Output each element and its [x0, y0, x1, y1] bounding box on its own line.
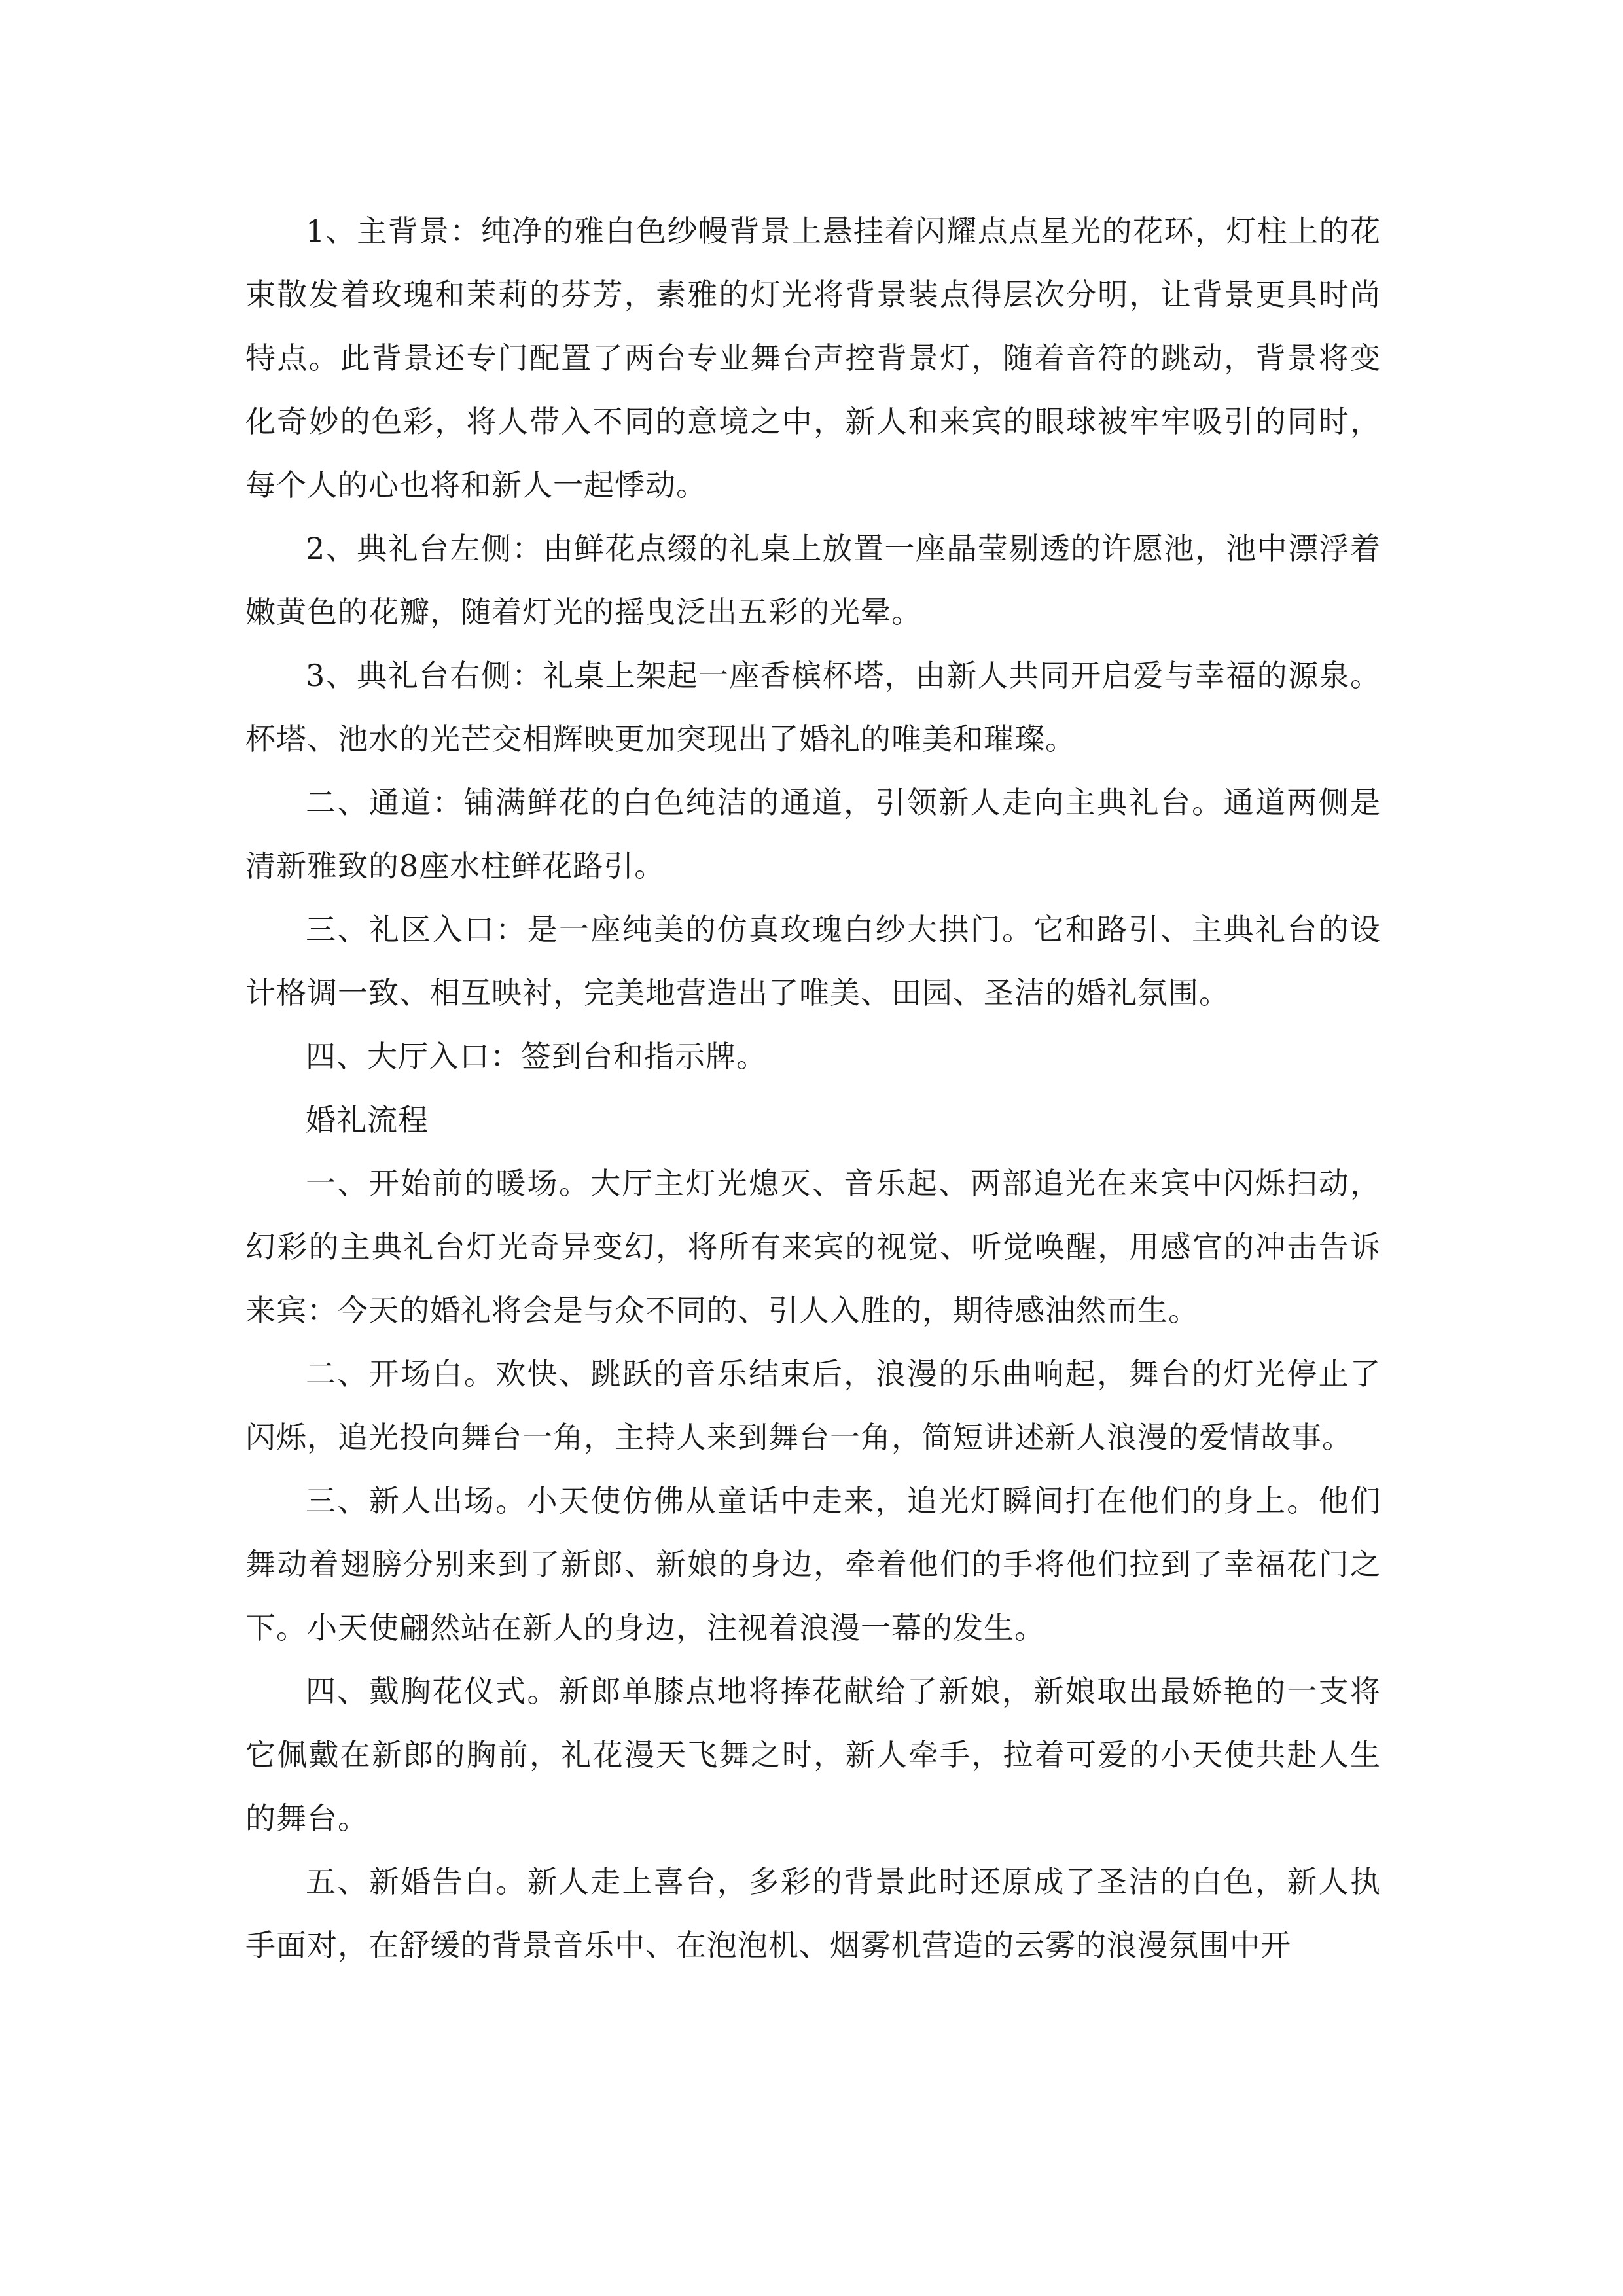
- paragraph-warm-up: 一、开始前的暖场。大厅主灯光熄灭、音乐起、两部追光在来宾中闪烁扫动，幻彩的主典礼台灯光奇异变幻，将所有来宾的视觉、听觉唤醒，用感官的冲击告诉来宾：今天的婚礼将会是与众不同的、引人入胜的，期待感油然而生。: [245, 1166, 1381, 1328]
- paragraph-corsage: 四、戴胸花仪式。新郎单膝点地将捧花献给了新娘，新娘取出最娇艳的一支将它佩戴在新郎的胸前，礼花漫天飞舞之时，新人牵手，拉着可爱的小天使共赴人生的舞台。: [245, 1674, 1381, 1836]
- paragraph-stage-left: 2、典礼台左侧：由鲜花点缀的礼桌上放置一座晶莹剔透的许愿池，池中漂浮着嫩黄色的花瓣，随着灯光的摇曳泛出五彩的光晕。: [245, 531, 1381, 630]
- paragraph-entrance: 三、新人出场。小天使仿佛从童话中走来，追光灯瞬间打在他们的身上。他们舞动着翅膀分别来到了新郎、新娘的身边，牵着他们的手将他们拉到了幸福花门之下。小天使翩然站在新人的身边，注视着浪漫一幕的发生。: [245, 1483, 1381, 1645]
- paragraph-stage-right: 3、典礼台右侧：礼桌上架起一座香槟杯塔，由新人共同开启爱与幸福的源泉。杯塔、池水的光芒交相辉映更加突现出了婚礼的唯美和璀璨。: [245, 658, 1381, 757]
- section-heading-wedding-process: 婚礼流程: [306, 1102, 429, 1138]
- paragraph-opening: 二、开场白。欢快、跳跃的音乐结束后，浪漫的乐曲响起，舞台的灯光停止了闪烁，追光投向舞台一角，主持人来到舞台一角，简短讲述新人浪漫的爱情故事。: [245, 1356, 1381, 1455]
- paragraph-confession: 五、新婚告白。新人走上喜台，多彩的背景此时还原成了圣洁的白色，新人执手面对，在舒缓的背景音乐中、在泡泡机、烟雾机营造的云雾的浪漫氛围中开: [245, 1864, 1381, 1963]
- paragraph-main-background: 1、主背景：纯净的雅白色纱幔背景上悬挂着闪耀点点星光的花环，灯柱上的花束散发着玫瑰和茉莉的芬芳，素雅的灯光将背景装点得层次分明，让背景更具时尚特点。此背景还专门配置了两台专业舞台声控背景灯，随着音符的跳动，背景将变化奇妙的色彩，将人带入不同的意境之中，新人和来宾的眼球被牢牢吸引的同时，每个人的心也将和新人一起悸动。: [245, 213, 1381, 503]
- paragraph-hall-entrance: 四、大厅入口：签到台和指示牌。: [306, 1039, 767, 1074]
- paragraph-aisle: 二、通道：铺满鲜花的白色纯洁的通道，引领新人走向主典礼台。通道两侧是清新雅致的8座水柱鲜花路引。: [245, 785, 1381, 884]
- document-body: [245, 200, 1381, 1977]
- paragraph-ceremony-entrance: 三、礼区入口：是一座纯美的仿真玫瑰白纱大拱门。它和路引、主典礼台的设计格调一致、相互映衬，完美地营造出了唯美、田园、圣洁的婚礼氛围。: [245, 912, 1381, 1011]
